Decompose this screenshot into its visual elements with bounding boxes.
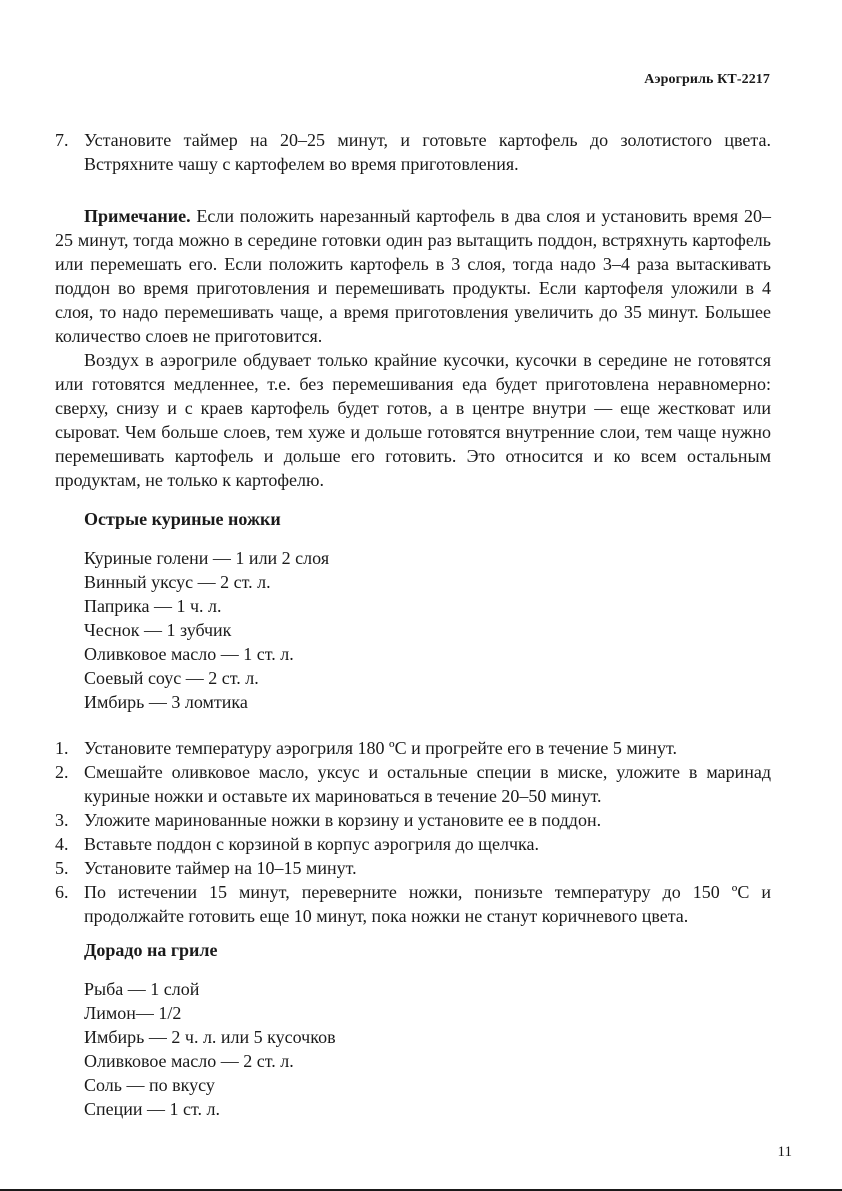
list-item xyxy=(55,880,771,928)
page-number: 11 xyxy=(777,1144,792,1160)
list-item: Соевый соус — 2 ст. л. xyxy=(84,668,259,688)
step-text: Установите температуру аэрогриля 180 ºС и прогрейте его в течение 5 минут. xyxy=(84,738,678,758)
list-item xyxy=(55,128,771,176)
step-text: Установите таймер на 20–25 минут, и готовьте картофель до золотистого цвета. Встряхните чашу с картофелем во время приготовления. xyxy=(84,130,771,174)
list-item: Лимон— 1/2 xyxy=(84,1003,182,1023)
step-text: По истечении 15 минут, переверните ножки, понизьте температуру до 150 ºС и продолжайте готовить еще 10 минут, пока ножки не станут коричневого цвета. xyxy=(84,882,771,926)
list-item: Специи — 1 ст. л. xyxy=(84,1099,221,1119)
note-paragraph-2: Воздух в аэрогриле обдувает только крайние кусочки, кусочки в середине не готовятся или готовятся медленнее, т.е. без перемешивания еда будет приготовлена неравномерно: сверху, снизу и с краев картофель будет готов, а в центре внутри — еще жестковат или сыроват. Чем больше слоев, тем хуже и дольше готовятся внутренние слои, тем чаще нужно перемешивать картофель и дольше его готовить. Это относится и ко всем остальным продуктам, не только к картофелю. xyxy=(55,350,771,490)
ingredient-list-dorado xyxy=(84,977,771,1121)
step-number: 2. xyxy=(55,762,69,782)
list-item: Имбирь — 3 ломтика xyxy=(84,692,248,712)
running-header: Аэрогриль КТ-2217 xyxy=(644,72,770,87)
list-item xyxy=(55,760,771,808)
list-item xyxy=(55,808,771,832)
step-list-chicken xyxy=(55,736,771,928)
list-item: Рыба — 1 слой xyxy=(84,979,200,999)
step-number: 5. xyxy=(55,858,69,878)
intro-step-list xyxy=(55,128,771,176)
list-item: Винный уксус — 2 ст. л. xyxy=(84,572,271,592)
page-body xyxy=(55,128,771,1121)
list-item: Куриные голени — 1 или 2 слоя xyxy=(84,548,330,568)
step-number: 7. xyxy=(55,130,69,150)
step-number: 1. xyxy=(55,738,69,758)
list-item: Паприка — 1 ч. л. xyxy=(84,596,222,616)
step-text: Вставьте поддон с корзиной в корпус аэрогриля до щелчка. xyxy=(84,834,540,854)
step-number: 3. xyxy=(55,810,69,830)
recipe-title-dorado: Дорадо на гриле xyxy=(84,940,218,960)
note-paragraph xyxy=(55,204,771,348)
step-text: Установите таймер на 10–15 минут. xyxy=(84,858,357,878)
recipe-title-chicken: Острые куриные ножки xyxy=(84,509,281,529)
list-item: Имбирь — 2 ч. л. или 5 кусочков xyxy=(84,1027,336,1047)
list-item: Соль — по вкусу xyxy=(84,1075,215,1095)
ingredient-list-chicken xyxy=(84,546,771,714)
step-number: 4. xyxy=(55,834,69,854)
list-item: Оливковое масло — 1 ст. л. xyxy=(84,644,294,664)
step-text: Уложите маринованные ножки в корзину и установите ее в поддон. xyxy=(84,810,602,830)
step-number: 6. xyxy=(55,882,69,902)
list-item xyxy=(55,832,771,856)
list-item: Оливковое масло — 2 ст. л. xyxy=(84,1051,294,1071)
step-text: Смешайте оливковое масло, уксус и остальные специи в миске, уложите в маринад куриные ножки и оставьте их мариноваться в течение 20–50 минут. xyxy=(84,762,771,806)
note-text: Если положить нарезанный картофель в два слоя и установить время 20–25 минут, тогда можно в середине готовки один раз вытащить поддон, встряхнуть картофель или перемешать его. Если положить картофель в 3 слоя, тогда надо 3–4 раза вытаскивать поддон во время приготовления и перемешивать продукты. Если картофеля уложили в 4 слоя, то надо перемешивать чаще, а время приготовления увеличить до 35 минут. Большее количество слоев не приготовится. xyxy=(55,206,771,346)
list-item xyxy=(55,856,771,880)
note-label: Примечание. xyxy=(84,206,191,226)
list-item: Чеснок — 1 зубчик xyxy=(84,620,232,640)
list-item xyxy=(55,736,771,760)
